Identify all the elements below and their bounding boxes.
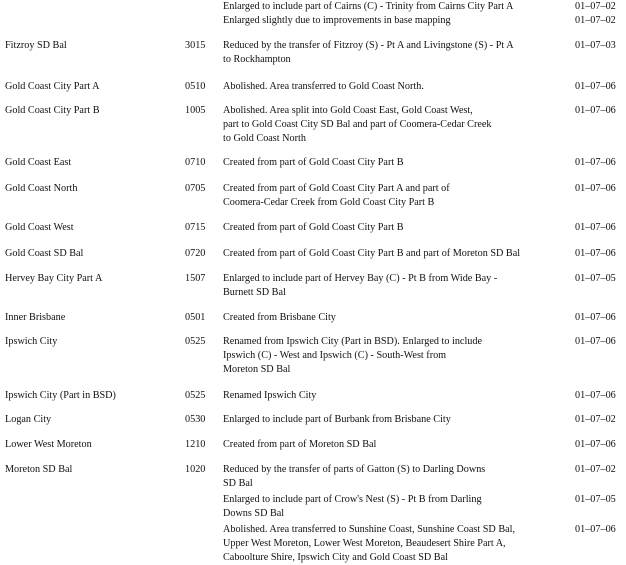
- change-event: [223, 413, 626, 427]
- area-code: 1210: [185, 439, 206, 450]
- change-event: [223, 104, 626, 146]
- change-date: 01–07–06: [575, 105, 616, 116]
- area-name: Gold Coast West: [5, 222, 74, 233]
- change-description: Created from part of Moreton SD Bal: [223, 439, 377, 450]
- change-date: 01–07–06: [575, 390, 616, 401]
- area-code: 0525: [185, 336, 206, 347]
- change-description: Enlarged to include part of Cairns (C) - Trinity from Cairns City Part A: [223, 1, 514, 12]
- area-name: Gold Coast East: [5, 157, 72, 168]
- area-code: 1020: [185, 464, 206, 475]
- area-name: Gold Coast City Part A: [5, 81, 100, 92]
- change-date: 01–07–02: [575, 1, 616, 12]
- change-description: Abolished. Area transferred to Gold Coast North.: [223, 81, 424, 92]
- change-date: 01–07–06: [575, 81, 616, 92]
- change-events: [223, 413, 626, 427]
- change-description: Abolished. Area split into Gold Coast East, Gold Coast West, part to Gold Coast City SD Bal and part of Coomera-Cedar Creek to Gold Coast North: [223, 105, 492, 144]
- change-description: Created from Brisbane City: [223, 312, 336, 323]
- change-events: [223, 272, 626, 300]
- change-description: Created from part of Gold Coast City Part A and part of Coomera-Cedar Creek from Gold Coast City Part B: [223, 183, 450, 208]
- change-event: [223, 156, 626, 170]
- area-code: 0720: [185, 248, 206, 259]
- change-events: [223, 311, 626, 325]
- area-name: Moreton SD Bal: [5, 464, 73, 475]
- change-event: [223, 438, 626, 452]
- change-date: 01–07–06: [575, 183, 616, 194]
- change-description: Reduced by the transfer of parts of Gatton (S) to Darling Downs SD Bal: [223, 464, 486, 489]
- change-events: [223, 438, 626, 452]
- change-date: 01–07–06: [575, 524, 616, 535]
- change-event: [223, 335, 626, 377]
- change-date: 01–07–06: [575, 248, 616, 259]
- change-event: [223, 39, 626, 67]
- area-code: 0530: [185, 414, 206, 425]
- change-description: Renamed from Ipswich City (Part in BSD). Enlarged to include Ipswich (C) - West and Ipswich (C) - South-West from Moreton SD Bal: [223, 336, 482, 375]
- change-date: 01–07–06: [575, 439, 616, 450]
- change-event: [223, 272, 626, 300]
- change-events: [223, 221, 626, 235]
- change-description: Renamed Ipswich City: [223, 390, 317, 401]
- area-code: 0510: [185, 81, 206, 92]
- change-event: [223, 463, 626, 491]
- change-date: 01–07–02: [575, 464, 616, 475]
- area-code: 0525: [185, 390, 206, 401]
- change-event: [223, 14, 626, 28]
- change-events: [223, 156, 626, 170]
- change-event: [223, 182, 626, 210]
- change-event: [223, 80, 626, 94]
- area-name: Lower West Moreton: [5, 439, 92, 450]
- change-date: 01–07–02: [575, 15, 616, 26]
- change-description: Enlarged to include part of Burbank from Brisbane City: [223, 414, 451, 425]
- change-date: 01–07–02: [575, 414, 616, 425]
- area-code: 1005: [185, 105, 206, 116]
- change-description: Created from part of Gold Coast City Part B: [223, 157, 404, 168]
- change-date: 01–07–06: [575, 336, 616, 347]
- area-code: 0715: [185, 222, 206, 233]
- change-event: [223, 311, 626, 325]
- change-events: [223, 335, 626, 377]
- change-date: 01–07–05: [575, 273, 616, 284]
- change-event: [223, 493, 626, 521]
- change-description: Enlarged to include part of Crow's Nest (S) - Pt B from Darling Downs SD Bal: [223, 494, 482, 519]
- change-events: [223, 104, 626, 146]
- area-name: Gold Coast City Part B: [5, 105, 100, 116]
- area-code: 0710: [185, 157, 206, 168]
- area-code: 3015: [185, 40, 206, 51]
- area-name: Logan City: [5, 414, 52, 425]
- change-date: 01–07–06: [575, 157, 616, 168]
- area-code: 1507: [185, 273, 206, 284]
- change-event: [223, 221, 626, 235]
- change-date: 01–07–06: [575, 222, 616, 233]
- change-description: Reduced by the transfer of Fitzroy (S) - Pt A and Livingstone (S) - Pt A to Rockhampton: [223, 40, 514, 65]
- change-events: [223, 80, 626, 94]
- change-event: [223, 0, 626, 14]
- area-name: Gold Coast SD Bal: [5, 248, 84, 259]
- area-name: Hervey Bay City Part A: [5, 273, 103, 284]
- change-description: Enlarged slightly due to improvements in base mapping: [223, 15, 451, 26]
- change-date: 01–07–06: [575, 312, 616, 323]
- change-description: Created from part of Gold Coast City Part B and part of Moreton SD Bal: [223, 248, 521, 259]
- change-description: Created from part of Gold Coast City Part B: [223, 222, 404, 233]
- area-name: Ipswich City: [5, 336, 58, 347]
- change-description: Enlarged to include part of Hervey Bay (C) - Pt B from Wide Bay - Burnett SD Bal: [223, 273, 498, 298]
- change-event: [223, 523, 626, 565]
- area-name: Fitzroy SD Bal: [5, 40, 67, 51]
- change-events: [223, 39, 626, 67]
- area-code: 0705: [185, 183, 206, 194]
- change-events: [223, 182, 626, 210]
- change-events: [223, 247, 626, 261]
- area-name: Ipswich City (Part in BSD): [5, 390, 116, 401]
- change-events: [223, 389, 626, 403]
- area-name: Gold Coast North: [5, 183, 78, 194]
- area-code: 0501: [185, 312, 206, 323]
- change-date: 01–07–05: [575, 494, 616, 505]
- change-event: [223, 389, 626, 403]
- change-description: Abolished. Area transferred to Sunshine Coast, Sunshine Coast SD Bal, Upper West Moreton, Lower West Moreton, Beaudesert Shire Part A, Caboolture Shire, Ipswich City and Gold Coast SD Bal: [223, 524, 516, 563]
- change-event: [223, 247, 626, 261]
- change-date: 01–07–03: [575, 40, 616, 51]
- area-name: Inner Brisbane: [5, 312, 66, 323]
